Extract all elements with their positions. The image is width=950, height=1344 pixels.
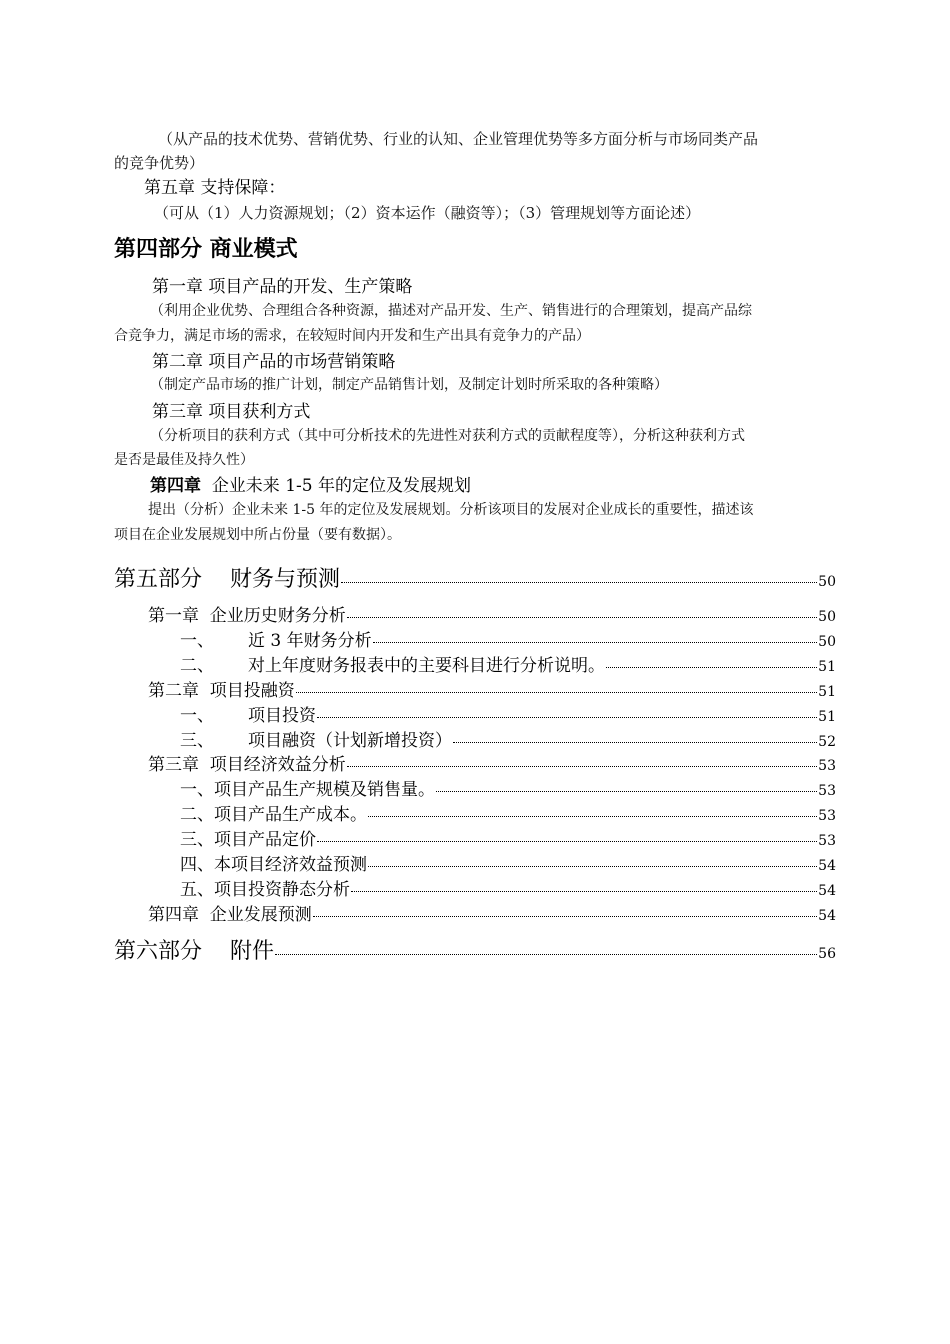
toc-entry[interactable] xyxy=(180,875,836,900)
toc-page-number: 53 xyxy=(818,808,836,824)
toc-dot-leader xyxy=(606,650,817,668)
toc-page-number: 54 xyxy=(818,858,836,874)
toc-entry-title: 第四章 企业发展预测 xyxy=(148,905,312,925)
toc-entry[interactable] xyxy=(114,934,836,965)
toc-entry[interactable] xyxy=(148,601,836,626)
toc-entry-number: 三、 xyxy=(180,731,214,751)
toc-page-number: 50 xyxy=(818,634,836,650)
toc-entry-title: 四、本项目经济效益预测 xyxy=(180,855,367,875)
part4-chapter2-title: 第二章 项目产品的市场营销策略 xyxy=(152,352,396,372)
toc-dot-leader xyxy=(317,824,817,842)
toc-entry[interactable] xyxy=(180,800,836,825)
toc-dot-leader xyxy=(453,725,817,743)
toc-page-number: 52 xyxy=(818,734,836,750)
toc-page-number: 51 xyxy=(818,709,836,725)
part4-chapter4-note-line2: 项目在企业发展规划中所占份量（要有数据）。 xyxy=(114,527,401,543)
part4-chapter3-title: 第三章 项目获利方式 xyxy=(152,402,311,422)
toc-entry-title: 第一章 企业历史财务分析 xyxy=(148,606,346,626)
toc-dot-leader xyxy=(373,625,818,643)
toc-entry[interactable] xyxy=(180,701,836,726)
toc-entry-text: 近 3 年财务分析 xyxy=(248,631,372,651)
toc-dot-leader xyxy=(341,560,817,583)
toc-entry[interactable] xyxy=(180,825,836,850)
toc-page-number: 54 xyxy=(818,883,836,899)
toc-dot-leader xyxy=(351,874,817,892)
part4-chapter4-label: 第四章 xyxy=(150,476,201,496)
toc-entry-title: 第六部分 附件 xyxy=(114,939,274,964)
toc-entry[interactable] xyxy=(180,775,836,800)
toc-dot-leader xyxy=(368,849,817,867)
part4-chapter3-note-line1: （分析项目的获利方式（其中可分析技术的先进性对获利方式的贡献程度等），分析这种获利方式 xyxy=(150,428,745,444)
toc-entry[interactable] xyxy=(180,626,836,651)
toc-dot-leader xyxy=(347,749,817,767)
toc-entry-title: 第三章 项目经济效益分析 xyxy=(148,755,346,775)
chapter5-support-title: 第五章 支持保障： xyxy=(144,178,286,198)
toc-entry-text: 项目投资 xyxy=(248,706,316,726)
competitive-note-line2: 的竞争优势） xyxy=(114,154,205,172)
toc-dot-leader xyxy=(347,600,817,618)
part4-chapter4-title xyxy=(150,476,471,496)
toc-entry-title xyxy=(180,651,605,676)
part4-chapter1-title: 第一章 项目产品的开发、生产策略 xyxy=(152,277,413,297)
toc-entry-title: 一、项目产品生产规模及销售量。 xyxy=(180,780,435,800)
toc-entry[interactable] xyxy=(180,651,836,676)
toc-page-number: 56 xyxy=(818,946,836,962)
toc-entry[interactable] xyxy=(148,900,836,925)
part4-chapter4-note-line1: 提出（分析）企业未来 1-5 年的定位及发展规划。分析该项目的发展对企业成长的重要性，描述该 xyxy=(148,502,754,518)
toc-entry-text: 对上年度财务报表中的主要科目进行分析说明。 xyxy=(248,656,605,676)
toc-dot-leader xyxy=(275,932,817,955)
toc-entry-text: 项目融资（计划新增投资） xyxy=(248,731,452,751)
chapter5-support-note: （可从（1）人力资源规划；（2）资本运作（融资等）；（3）管理规划等方面论述） xyxy=(154,204,701,222)
toc-entry-title: 三、项目产品定价 xyxy=(180,830,316,850)
toc-page-number: 51 xyxy=(818,659,836,675)
toc-entry[interactable] xyxy=(180,850,836,875)
part4-chapter3-note-line2: 是否是最佳及持久性） xyxy=(114,452,254,468)
toc-dot-leader xyxy=(313,899,817,917)
toc-dot-leader xyxy=(296,675,817,693)
toc-entry[interactable] xyxy=(148,676,836,701)
part4-chapter4-text: 企业未来 1-5 年的定位及发展规划 xyxy=(211,476,471,496)
toc-entry-title xyxy=(180,726,452,751)
toc-entry-number: 一、 xyxy=(180,631,214,651)
toc-entry[interactable] xyxy=(180,726,836,751)
toc-entry-number: 一、 xyxy=(180,706,214,726)
toc-dot-leader xyxy=(368,799,817,817)
competitive-note-line1: （从产品的技术优势、营销优势、行业的认知、企业管理优势等多方面分析与市场同类产品 xyxy=(158,130,759,148)
toc-entry-title: 第五部分 财务与预测 xyxy=(114,567,340,592)
toc-entry-title xyxy=(180,701,316,726)
part4-chapter1-note-line2: 合竞争力，满足市场的需求，在较短时间内开发和生产出具有竞争力的产品） xyxy=(114,328,590,344)
toc-page-number: 50 xyxy=(818,574,836,590)
toc-entry-title xyxy=(180,626,372,651)
toc-entry-title: 五、项目投资静态分析 xyxy=(180,880,350,900)
part4-chapter1-note-line1: （利用企业优势、合理组合各种资源，描述对产品开发、生产、销售进行的合理策划，提高产品综 xyxy=(150,303,752,319)
toc-page-number: 51 xyxy=(818,684,836,700)
toc-dot-leader xyxy=(317,700,817,718)
toc-entry-number: 二、 xyxy=(180,656,214,676)
toc-page-number: 53 xyxy=(818,758,836,774)
toc-entry-title: 二、项目产品生产成本。 xyxy=(180,805,367,825)
toc-dot-leader xyxy=(436,774,817,792)
toc-page-number: 53 xyxy=(818,783,836,799)
toc-page-number: 54 xyxy=(818,908,836,924)
toc-entry[interactable] xyxy=(114,562,836,593)
toc-page-number: 50 xyxy=(818,609,836,625)
toc-entry[interactable] xyxy=(148,750,836,775)
part4-chapter2-note: （制定产品市场的推广计划，制定产品销售计划，及制定计划时所采取的各种策略） xyxy=(150,377,668,393)
part4-heading: 第四部分 商业模式 xyxy=(114,237,298,262)
toc-entry-title: 第二章 项目投融资 xyxy=(148,681,295,701)
toc-page-number: 53 xyxy=(818,833,836,849)
